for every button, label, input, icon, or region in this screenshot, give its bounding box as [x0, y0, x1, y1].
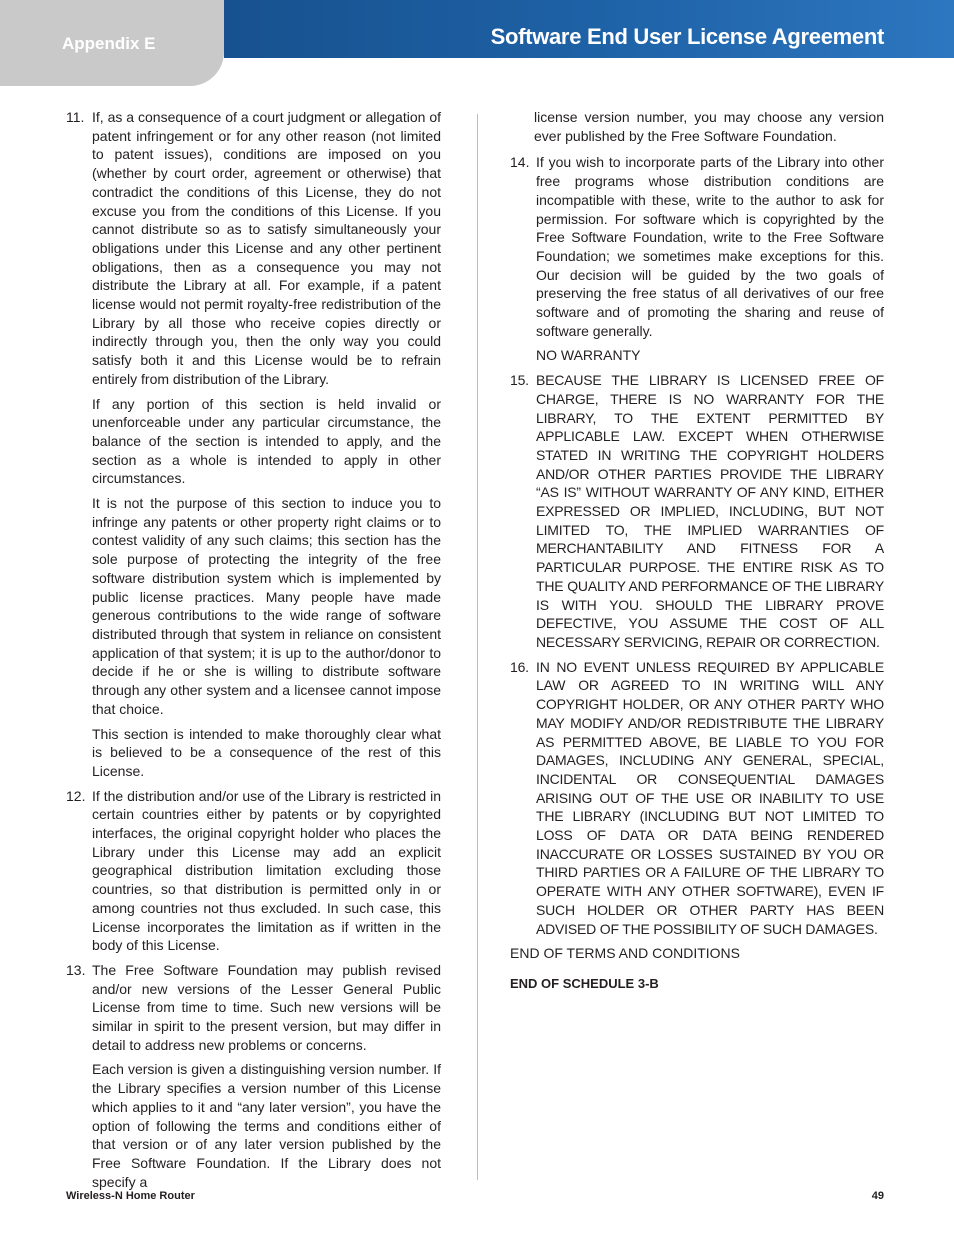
clause-paragraph: Each version is given a distinguishing version number. If the Library specifies a version number of this License which applies to it and “any later version”, you have the option of following the terms and conditions either of that version or of any later version published by the Free Software Foundation. If the Library does not specify a — [92, 1061, 441, 1190]
end-of-schedule: END OF SCHEDULE 3-B — [510, 975, 659, 991]
clause-number: 13. — [66, 961, 86, 978]
clause-paragraph: If any portion of this section is held invalid or unenforceable under any particular circumstance, the balance of the section is intended to apply, and the section as a whole is intended to apply in other circumstances. — [92, 395, 441, 487]
end-of-terms: END OF TERMS AND CONDITIONS — [510, 945, 740, 962]
clause-15 — [510, 371, 884, 652]
column-divider — [477, 114, 478, 1180]
clause-paragraph: If, as a consequence of a court judgment or allegation of patent infringement or for any other reason (not limited to patent issues), conditions are imposed on you (whether by court order, agreement or otherwise) that contradict the conditions of this License, they do not excuse you from the conditions of this License. If you cannot distribute so as to satisfy simultaneously your obligations under this License and any other pertinent obligations, then as a consequence you may not distribute the Library at all. For example, if a patent license would not permit royalty-free redistribution of the Library by all those who receive copies directly or indirectly through you, then the only way you could satisfy both it and this License would be to refrain entirely from distribution of the Library. — [92, 109, 441, 387]
clause-number: 15. — [510, 372, 529, 389]
right-column — [510, 108, 884, 1007]
clause-paragraph: This section is intended to make thoroughly clear what is believed to be a consequence of the rest of this License. — [92, 725, 441, 779]
clause-13 — [66, 961, 441, 1191]
page-number: 49 — [871, 1190, 884, 1202]
clause-number: 11. — [66, 109, 85, 125]
clause-11 — [66, 108, 441, 781]
clause-16 — [510, 658, 884, 939]
clause-13-continued: license version number, you may choose any version ever published by the Free Software Foundation. — [534, 109, 884, 144]
clause-14 — [510, 153, 884, 340]
clause-paragraph: It is not the purpose of this section to induce you to infringe any patents or other property right claims or to contest validity of any such claims; this section has the sole purpose of protecting the integrity of the free software distribution system which is implemented by public license practices. Many people have made generous contributions to the wide range of software distributed through that system in reliance on consistent application of that system; it is up to the author/donor to decide if he or she is willing to distribute software through any other system and a licensee cannot impose that choice. — [92, 495, 441, 717]
clause-paragraph: The Free Software Foundation may publish revised and/or new versions of the Lesser General Public License from time to time. Such new versions will be similar in spirit to the present version, but may differ in detail to address new problems or concerns. — [92, 961, 441, 1053]
left-column — [66, 108, 441, 1197]
page-title: Software End User License Agreement — [490, 24, 884, 49]
clause-paragraph: BECAUSE THE LIBRARY IS LICENSED FREE OF CHARGE, THERE IS NO WARRANTY FOR THE LIBRARY, TO THE EXTENT PERMITTED BY APPLICABLE LAW. EXCEPT WHEN OTHERWISE STATED IN WRITING THE COPYRIGHT HOLDERS AND/OR OTHER PARTIES PROVIDE THE LIBRARY “AS IS” WITHOUT WARRANTY OF ANY KIND, EITHER EXPRESSED OR IMPLIED, INCLUDING, BUT NOT LIMITED TO, THE IMPLIED WARRANTIES OF MERCHANTABILITY AND FITNESS FOR A PARTICULAR PURPOSE. THE ENTIRE RISK AS TO THE QUALITY AND PERFORMANCE OF THE LIBRARY IS WITH YOU. SHOULD THE LIBRARY PROVE DEFECTIVE, YOU ASSUME THE COST OF ALL NECESSARY SERVICING, REPAIR OR CORRECTION. — [536, 372, 884, 650]
clause-number: 16. — [510, 658, 529, 675]
clause-paragraph: If you wish to incorporate parts of the Library into other free programs whose distribution conditions are incompatible with these, write to the author to ask for permission. For software which is copyrighted by the Free Software Foundation, write to the Free Software Foundation; we sometimes make exceptions for this. Our decision will be guided by the two goals of preserving the free status of all derivatives of our free software and of promoting the sharing and reuse of software generally. — [536, 154, 884, 339]
clause-paragraph: If the distribution and/or use of the Library is restricted in certain countries either by patents or by copyrighted interfaces, the original copyright holder who places the Library under this License may add an explicit geographical distribution limitation excluding those countries, so that distribution is permitted only in or among countries not thus excluded. In such case, this License incorporates the limitation as if written in the body of this License. — [92, 787, 441, 954]
clause-paragraph: IN NO EVENT UNLESS REQUIRED BY APPLICABLE LAW OR AGREED TO IN WRITING WILL ANY COPYRIGHT HOLDER, OR ANY OTHER PARTY WHO MAY MODIFY AND/OR REDISTRIBUTE THE LIBRARY AS PERMITTED ABOVE, BE LIABLE TO YOU FOR DAMAGES, INCLUDING ANY GENERAL, SPECIAL, INCIDENTAL OR CONSEQUENTIAL DAMAGES ARISING OUT OF THE USE OR INABILITY TO USE THE LIBRARY (INCLUDING BUT NOT LIMITED TO LOSS OF DATA OR DATA BEING RENDERED INACCURATE OR LOSSES SUSTAINED BY YOU OR THIRD PARTIES OR A FAILURE OF THE LIBRARY TO OPERATE WITH ANY OTHER SOFTWARE), EVEN IF SUCH HOLDER OR OTHER PARTY HAS BEEN ADVISED OF THE POSSIBILITY OF SUCH DAMAGES. — [536, 658, 884, 937]
header-bar — [224, 0, 954, 58]
footer-product: Wireless-N Home Router — [66, 1190, 195, 1202]
appendix-label: Appendix E — [62, 34, 156, 53]
no-warranty-heading: NO WARRANTY — [536, 347, 641, 364]
clause-number: 12. — [66, 787, 86, 804]
clause-number: 14. — [510, 154, 530, 171]
header-tab — [0, 0, 224, 86]
clause-12 — [66, 787, 441, 955]
